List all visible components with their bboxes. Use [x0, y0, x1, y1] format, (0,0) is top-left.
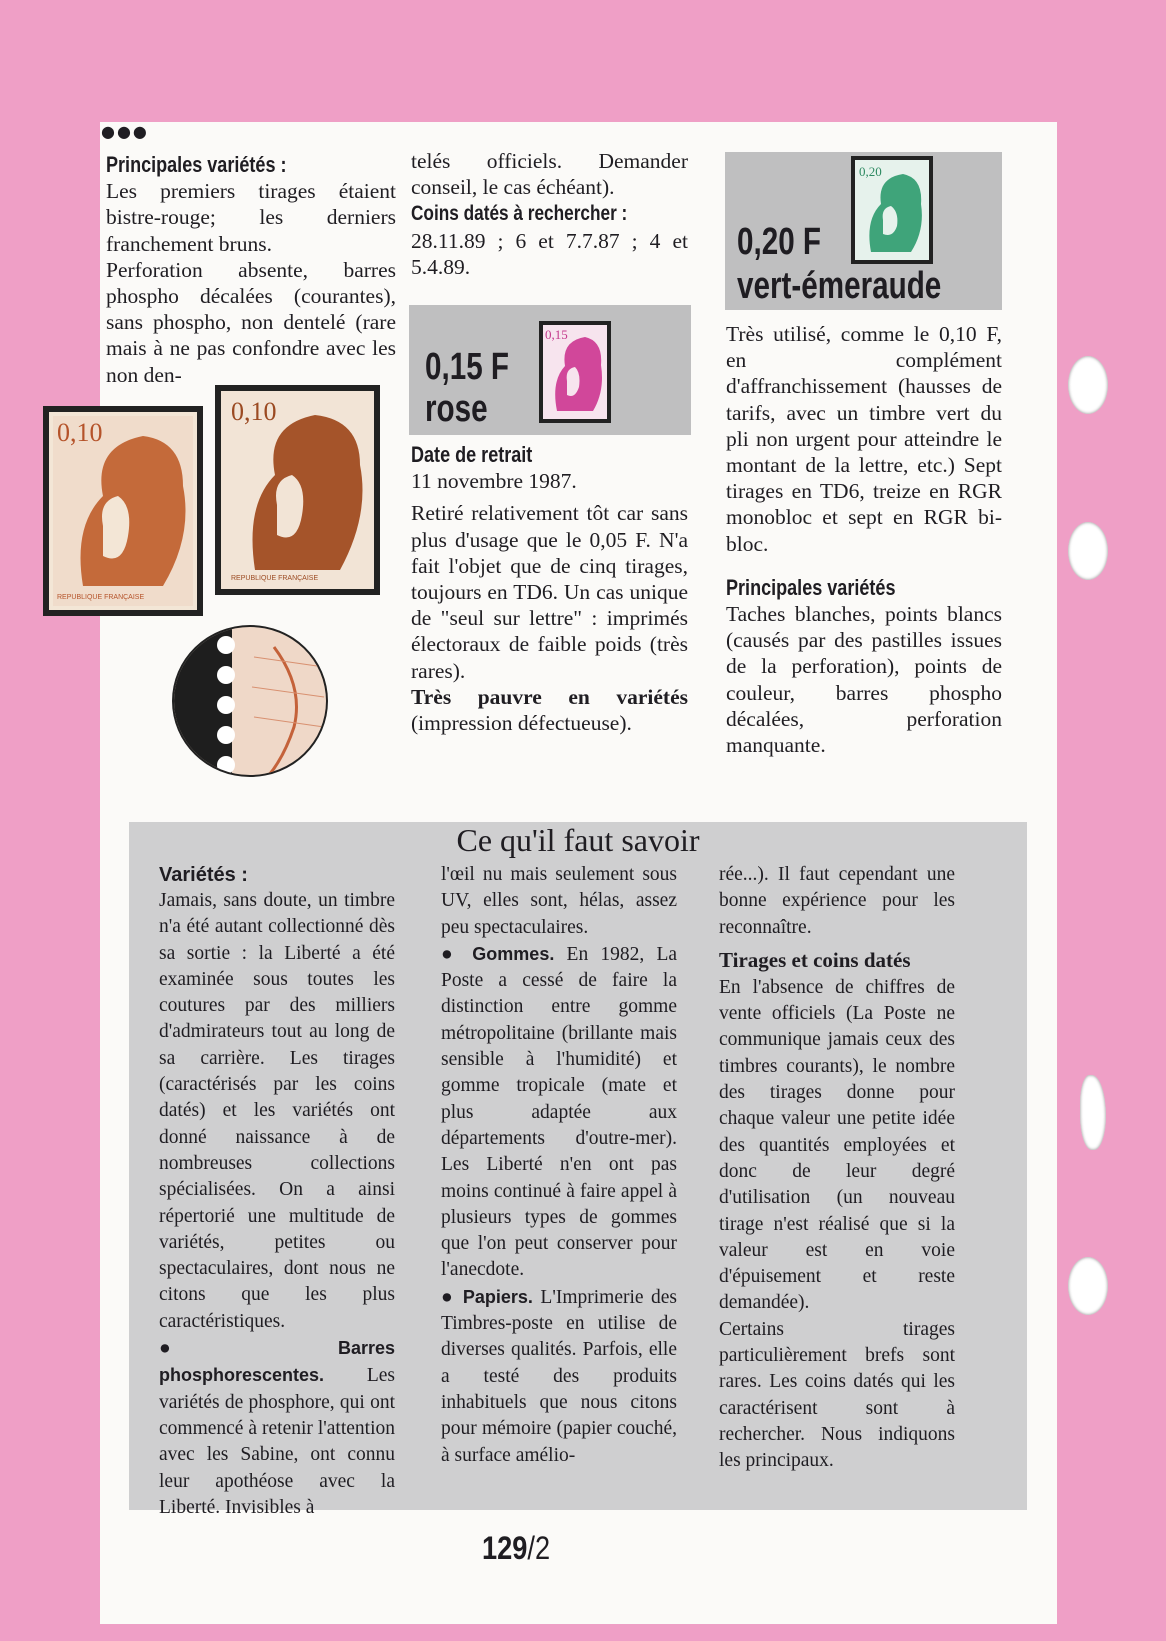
column-2-bottom [411, 442, 688, 736]
binder-hole [1068, 522, 1108, 580]
col1-paragraph-1: Les premiers tirages étaient bistre-rouge; les derniers franchement bruns. [106, 179, 396, 256]
c3-continuation: rée...). Il faut cependant une bonne expérience pour les reconnaître. [719, 864, 955, 938]
pauvre-heading: Très pauvre en variétés [411, 684, 688, 709]
page-number-main: 129 [482, 1530, 528, 1566]
bullet-icon: ● [441, 1286, 456, 1308]
principales-varietes-heading-2: Principales variétés [726, 574, 896, 600]
column-3 [726, 321, 1002, 758]
stamp-020 [851, 156, 933, 264]
ce-quil-faut-savoir-box [129, 822, 1027, 1518]
papiers-paragraph [441, 1284, 677, 1469]
price-box-015 [409, 305, 691, 435]
price-015: 0,15 F [425, 346, 510, 388]
bullet-icon: ● [159, 1338, 252, 1360]
barres-heading: Barres phosphorescentes. [159, 1338, 396, 1386]
binder-hole [1068, 1257, 1108, 1315]
date-retrait-heading: Date de retrait [411, 442, 533, 467]
papiers-text: L'Imprimerie des Timbres-poste en utilise de diverses qualités. Parfois, elle a testé des produits inhabituels que nous citons pour mémoire (papier couché, à surface amélio- [441, 1286, 678, 1466]
col3-paragraph: Très utilisé, comme le 0,10 F, en complément d'affranchissement (hausses de tarifs, avec un timbre vert du pli non urgent pour atteindre le montant de la lettre, etc.) Sept tirages en TD6, treize en RGR monobloc et sept en RGR bi-bloc. [726, 322, 1002, 556]
stamp-010-right [215, 385, 380, 595]
binder-hole [1068, 356, 1108, 414]
bullet-icon: ● [441, 943, 461, 965]
section-dots: ●●● [101, 122, 149, 141]
page-number-sub: /2 [527, 1530, 551, 1566]
magnified-detail-circle [172, 625, 328, 777]
tirages-paragraph-2: Certains tirages particulièrement brefs sont rares. Les coins datés qui les caractérisent sont à rechercher. Nous indiquons les principaux. [719, 1318, 955, 1472]
varietes-heading: Variétés : [159, 864, 248, 886]
stamp-value: 0,10 [231, 397, 277, 426]
retrait-paragraph: Retiré relativement tôt car sans plus d'usage que le 0,05 F. N'a fait l'objet que de cinq tirages, toujours en TD6. Un cas unique de "seul sur lettre" : imprimés électoraux de faible poids (très rares). [411, 501, 688, 683]
price-box-020 [725, 152, 1002, 310]
savoir-column-1 [159, 862, 395, 1521]
page-number [482, 1530, 550, 1566]
col1-paragraph-2: Perforation absente, barres phospho décalées (courantes), sans phospho, non dentelé (rare mais à ne pas confondre avec les non den- [106, 257, 396, 387]
gommes-heading: Gommes. [472, 943, 555, 964]
savoir-column-2 [441, 862, 677, 1469]
papiers-heading: Papiers. [462, 1286, 533, 1307]
coins-dates-text: 28.11.89 ; 6 et 7.7.87 ; 4 et 5.4.89. [411, 228, 688, 279]
pauvre-paragraph [411, 684, 688, 736]
tirages-heading: Tirages et coins datés [719, 947, 911, 972]
date-retrait-value: 11 novembre 1987. [411, 469, 577, 494]
savoir-title: Ce qu'il faut savoir [456, 822, 700, 858]
stamp-010-left [43, 406, 203, 616]
stamp-country: REPUBLIQUE FRANÇAISE [231, 575, 319, 582]
savoir-column-3 [719, 862, 955, 1475]
varietes-text: Jamais, sans doute, un timbre n'a été autant collectionné dès sa sortie : la Liberté a été examinée sous toutes les coutures par des milliers d'admirateurs tout au long de sa carrière. Les tirages (caractérisés par les coins datés) et les variétés ont donné naissance à de nombreuses collections spécialisées. On a ainsi répertorié une multitude de variétés, petites ou spectaculaires, dont nous ne citons que les plus caractéristiques. [159, 890, 395, 1332]
price-020: 0,20 F [737, 221, 822, 263]
tirages-paragraph-1: En l'absence de chiffres de vente officiels (La Poste ne communique jamais ceux des timbres courants), le nombre des tirages donne pour chaque valeur une petite idée des quantités employées et donc de leur degré d'utilisation (un nouveau tirage n'est réalisé que si la valeur est en voie d'épuisement et reste demandée). [719, 976, 955, 1314]
gommes-text: En 1982, La Poste a cessé de faire la distinction entre gomme métropolitaine (brillante mais sensible à l'humidité) et gomme tropicale (mate et plus adaptée aux départements d'outre-mer). Les Liberté n'en ont pas moins continué à faire appel à plusieurs types de gommes que l'on peut conserver pour l'anecdote. [441, 943, 678, 1281]
barres-text: Les variétés de phosphore, qui ont commencé à retenir l'attention avec les Sabine, ont connu leur apothéose avec la Liberté. Invisibles à [159, 1365, 395, 1518]
principales-varietes-heading: Principales variétés : [106, 152, 287, 177]
gommes-paragraph [441, 941, 677, 1284]
col3-varietes-text: Taches blanches, points blancs (causés par des pastilles issues de la perforation), points de couleur, barres phospho décalées, perforation manquante. [726, 602, 1002, 758]
pauvre-text: (impression défectueuse). [411, 711, 632, 736]
coins-dates-heading: Coins datés à rechercher : [411, 202, 628, 226]
stamp-value: 0,15 [545, 327, 568, 342]
column-1 [106, 152, 396, 388]
c2-continuation: l'œil nu mais seulement sous UV, elles sont, hélas, assez peu spectaculaires. [441, 864, 677, 938]
stamp-value: 0,20 [859, 164, 882, 179]
stamp-country: REPUBLIQUE FRANÇAISE [57, 594, 145, 601]
column-2-top [411, 148, 688, 280]
color-rose: rose [425, 388, 488, 430]
barres-paragraph [159, 1335, 395, 1521]
col2-continuation: telés officiels. Demander conseil, le cas échéant). [411, 149, 688, 200]
stamp-value: 0,10 [57, 418, 103, 447]
stamp-015 [539, 321, 611, 423]
color-vert-emeraude: vert-émeraude [737, 265, 942, 307]
binder-hole-torn [1080, 1075, 1106, 1150]
